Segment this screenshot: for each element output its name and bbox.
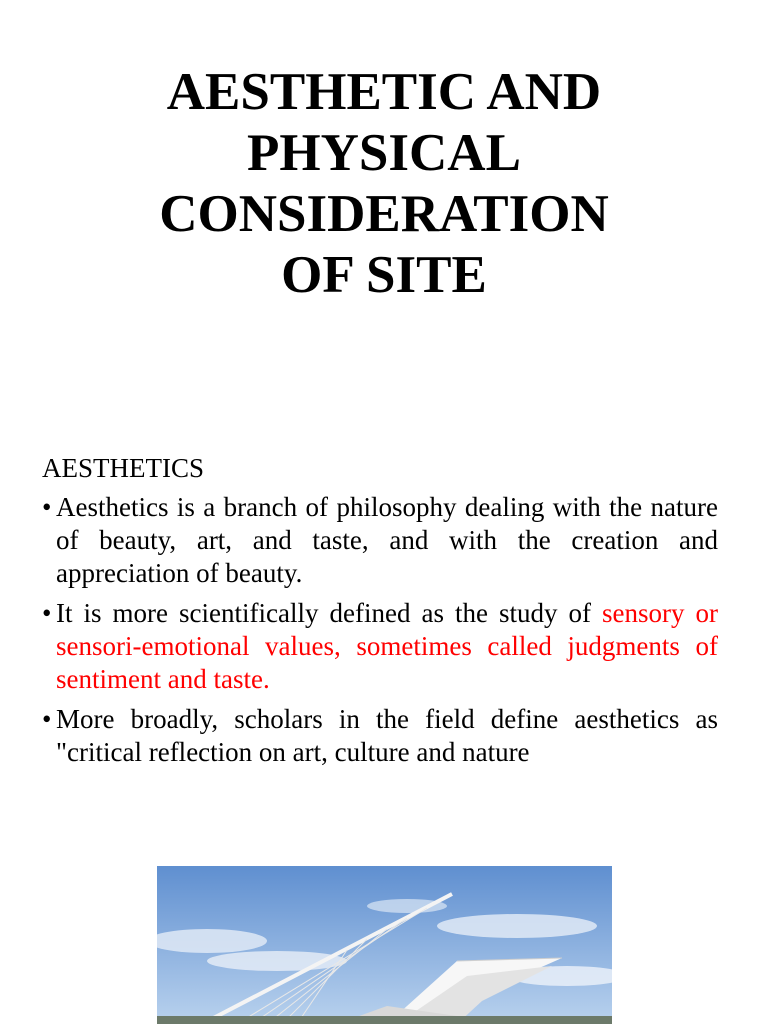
bullet-dot-icon: • [42,704,52,734]
title-line-4: OF SITE [281,246,487,304]
title-line-1: AESTHETIC AND [166,63,602,121]
bullet-text: Aesthetics is a branch of philosophy dealing with the nature of beauty, art, and taste, and with the creation and appreciation of beauty. [56,492,718,588]
bullet-item-2 [42,597,718,696]
museum-photo-image [157,866,612,1024]
title-line-3: CONSIDERATION [159,185,609,243]
bullet-item-3 [42,703,718,769]
title-line-2: PHYSICAL [247,124,521,182]
bullet-dot-icon: • [42,598,52,628]
bullet-text: It is more scientifically defined as the study of [56,598,602,628]
section-heading: AESTHETICS [42,453,204,483]
slide-title [0,62,768,306]
museum-photo [157,866,612,1024]
bullet-text: More broadly, scholars in the field define aesthetics as "critical reflection on art, culture and nature [56,704,718,767]
content-block [42,452,718,776]
bullet-item-1 [42,491,718,590]
bullet-dot-icon: • [42,492,52,522]
highlighted-text: sensory or sensori-emotional values, sometimes called judgments of sentiment and taste. [56,598,718,694]
